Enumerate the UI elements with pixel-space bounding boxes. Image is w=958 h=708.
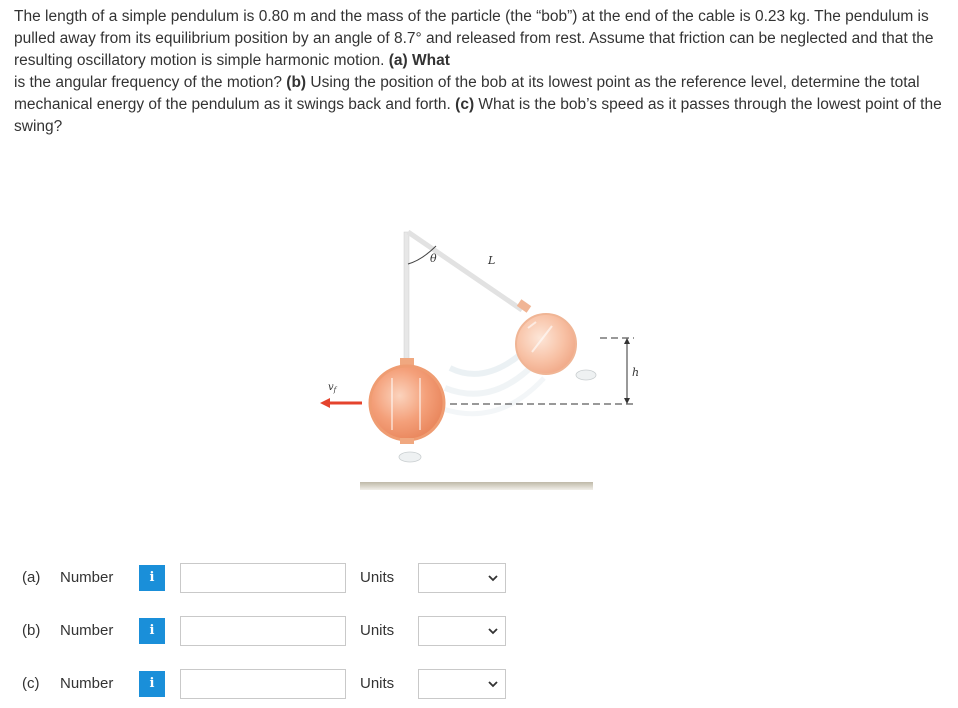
lowest-bob	[370, 366, 444, 440]
theta-label: θ	[430, 252, 437, 265]
units-select-c[interactable]	[418, 669, 506, 699]
number-input-b[interactable]	[180, 616, 346, 646]
part-label: (b)	[22, 622, 41, 639]
part-c-text: What is the bob’s speed as it passes through the lowest point of the swing?	[14, 96, 942, 135]
number-input-c[interactable]	[180, 669, 346, 699]
vertical-cable	[404, 232, 409, 360]
length-label: L	[488, 254, 496, 267]
part-label: (a)	[22, 569, 41, 586]
units-label: Units	[360, 569, 395, 586]
units-label: Units	[360, 675, 395, 692]
number-label: Number	[60, 675, 114, 692]
answer-row-c	[22, 669, 522, 701]
info-icon[interactable]: i	[139, 565, 165, 591]
pendulum-figure	[300, 218, 660, 498]
problem-intro: The length of a simple pendulum is 0.80 m and the mass of the particle (the “bob”) at the end of the cable is 0.23 kg. The pendulum is pulled away from its equilibrium position by an angle of 8.7° and released from rest. Assume that friction can be neglected and that the resulting oscillatory motion is simple harmonic motion.	[14, 8, 934, 69]
chevron-down-icon	[487, 625, 499, 637]
units-label: Units	[360, 622, 395, 639]
answer-row-b	[22, 616, 522, 648]
floor	[360, 482, 593, 490]
problem-statement	[14, 6, 944, 138]
tilted-cable	[408, 232, 522, 310]
units-select-b[interactable]	[418, 616, 506, 646]
height-label: h	[632, 366, 640, 379]
number-label: Number	[60, 569, 114, 586]
part-c-tag: (c)	[455, 96, 475, 113]
part-b-tag: (b)	[286, 74, 307, 91]
displaced-bob	[516, 314, 576, 374]
part-a-text-1: What	[407, 52, 450, 69]
velocity-label: $v_f$	[328, 382, 337, 394]
pendulum-diagram	[300, 218, 660, 498]
chevron-down-icon	[487, 572, 499, 584]
number-label: Number	[60, 622, 114, 639]
chevron-down-icon	[487, 678, 499, 690]
units-select-a[interactable]	[418, 563, 506, 593]
answer-row-a	[22, 563, 522, 595]
part-a-tag: (a)	[388, 52, 408, 69]
part-label: (c)	[22, 675, 40, 692]
part-b-text: Using the position of the bob at its lowest point as the reference level, determine the total mechanical energy of the pendulum as it swings back and forth.	[14, 74, 920, 113]
info-icon[interactable]: i	[139, 618, 165, 644]
part-a-text-2: is the angular frequency of the motion?	[14, 74, 282, 91]
number-input-a[interactable]	[180, 563, 346, 593]
info-icon[interactable]: i	[139, 671, 165, 697]
